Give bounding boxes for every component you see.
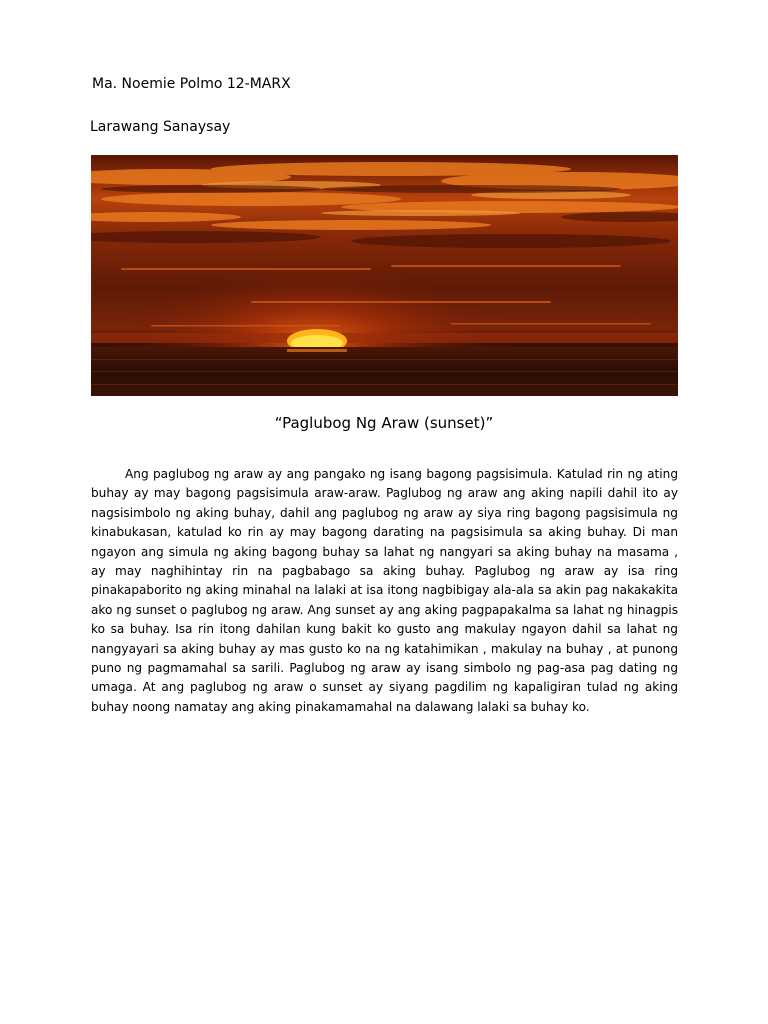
document-title: Larawang Sanaysay bbox=[90, 119, 231, 135]
sunset-illustration bbox=[91, 155, 678, 396]
photo-caption: “Paglubog Ng Araw (sunset)” bbox=[274, 414, 494, 432]
author-line: Ma. Noemie Polmo 12-MARX bbox=[92, 76, 291, 92]
sunset-photo bbox=[91, 155, 678, 396]
essay-paragraph: Ang paglubog ng araw ay ang pangako ng isang bagong pagsisimula. Katulad rin ng ating buhay ay may bagong pagsisimula araw-araw. Paglubog ng araw ang aking napili dahil ito ay nagsisimbolo ng aking buhay, dahil ang paglubog ng araw ay siya ring bagong pagsisimula ng kinabukasan, katulad ko rin ay may bagong darating na pagsisimula sa aking buhay. Di man ngayon ang simula ng aking bagong buhay sa lahat ng nangyari sa aking buhay na masama , ay may naghihintay rin na pagbabago sa aking buhay. Paglubog ng araw ay isa ring pinakapaborito ng aking minahal na lalaki at isa itong nagbibigay ala-ala sa akin pag nakakakita ako ng sunset o paglubog ng araw. Ang sunset ay ang aking pagpapakalma sa lahat ng hinagpis ko sa buhay. Isa rin itong dahilan kung bakit ko gusto ang makulay ngayon dahil sa lahat ng nangyayari sa aking buhay ay mas gusto ko na ng katahimikan , makulay na buhay , at punong puno ng pagmamahal sa sarili. Paglubog ng araw ay isang simbolo ng pag-asa pag dating ng umaga. At ang paglubog ng araw o sunset ay siyang pagdilim ng kapaligiran tulad ng aking buhay noong namatay ang aking pinakamamahal na dalawang lalaki sa buhay ko. bbox=[91, 467, 678, 714]
